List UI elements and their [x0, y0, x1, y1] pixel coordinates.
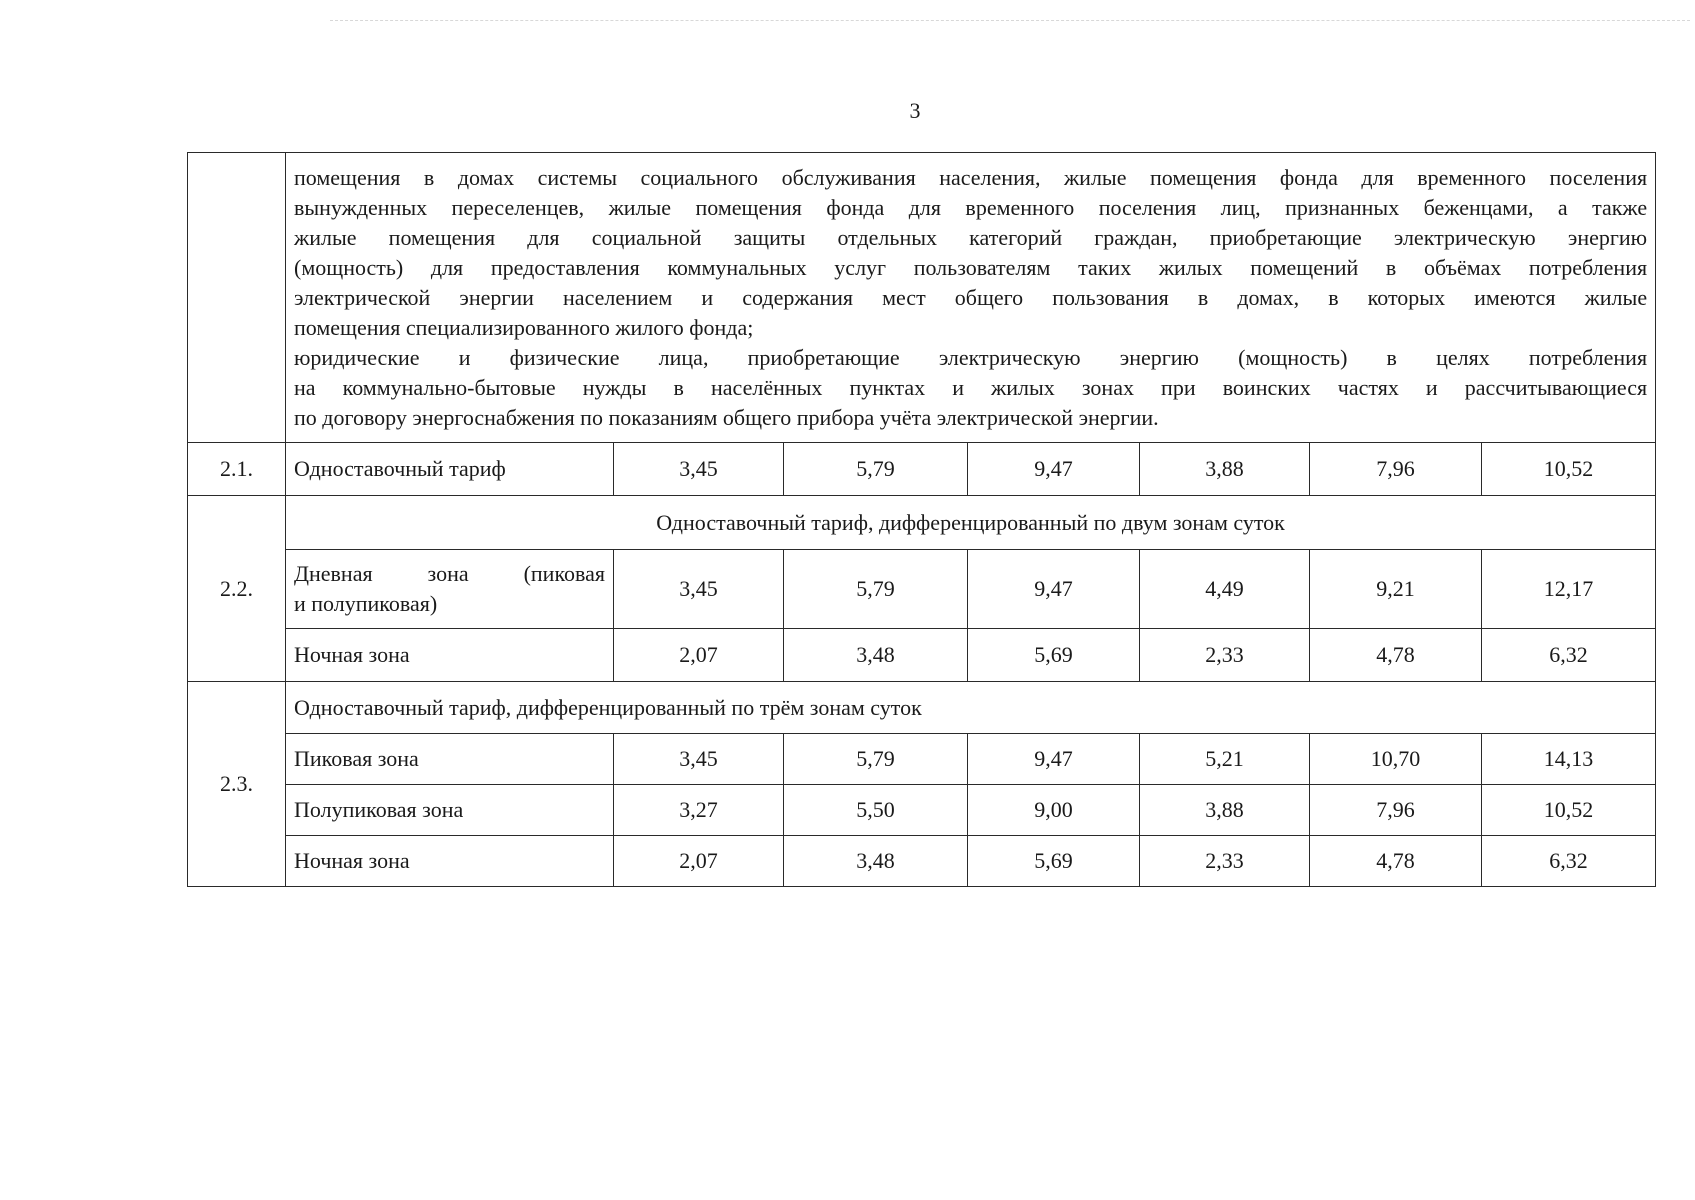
- page-number: 3: [909, 98, 921, 123]
- value-cell: 10,52: [1482, 785, 1656, 836]
- table-row-2-2-heading: [188, 496, 1656, 550]
- value-cell: 5,21: [1140, 734, 1310, 785]
- table-row-2-3-peak: [188, 734, 1656, 785]
- table-row-2-3-night: [188, 836, 1656, 887]
- value-cell: 3,45: [614, 550, 784, 629]
- value-cell: 12,17: [1482, 550, 1656, 629]
- row-label: Ночная зона: [286, 629, 614, 682]
- description-line: на коммунально-бытовые нужды в населённых пунктах и жилых зонах при воинских частях и рассчитывающиеся: [294, 374, 1648, 400]
- value-cell: 5,69: [968, 836, 1140, 887]
- row-label: Ночная зона: [286, 836, 614, 887]
- value-cell: 2,07: [614, 836, 784, 887]
- value-cell: 5,50: [784, 785, 968, 836]
- value-cell: 5,69: [968, 629, 1140, 682]
- table-row-description: [188, 153, 1656, 443]
- table-row-2-3-heading: [188, 682, 1656, 734]
- row-index: 2.1.: [188, 443, 286, 496]
- row-label-line: Дневная зона (пиковая: [294, 561, 605, 586]
- description-cell: [286, 153, 1656, 443]
- table-row-2-2-night: [188, 629, 1656, 682]
- value-cell: 3,45: [614, 443, 784, 496]
- value-cell: 9,00: [968, 785, 1140, 836]
- table-row-2-3-semipeak: [188, 785, 1656, 836]
- value-cell: 6,32: [1482, 836, 1656, 887]
- value-cell: 3,88: [1140, 785, 1310, 836]
- value-cell: 3,88: [1140, 443, 1310, 496]
- row-index: 2.2.: [188, 496, 286, 682]
- index-cell-empty: [188, 153, 286, 443]
- description-line: вынужденных переселенцев, жилые помещения фонда для временного поселения лиц, признанных беженцами, а также: [294, 194, 1648, 220]
- description-line: помещения специализированного жилого фонда;: [294, 314, 754, 340]
- tariff-table: [187, 152, 1656, 887]
- description-line: помещения в домах системы социального обслуживания населения, жилые помещения фонда для временного поселения: [294, 164, 1648, 190]
- value-cell: 7,96: [1310, 443, 1482, 496]
- value-cell: 9,47: [968, 550, 1140, 629]
- value-cell: 14,13: [1482, 734, 1656, 785]
- value-cell: 3,27: [614, 785, 784, 836]
- value-cell: 3,48: [784, 629, 968, 682]
- description-paragraph-1: [294, 163, 1647, 343]
- table-row-2-1: [188, 443, 1656, 496]
- row-label: Полупиковая зона: [286, 785, 614, 836]
- description-paragraph-2: [294, 343, 1647, 433]
- value-cell: 2,33: [1140, 836, 1310, 887]
- description-line: по договору энергоснабжения по показаниям общего прибора учёта электрической энергии.: [294, 404, 1159, 430]
- value-cell: 10,52: [1482, 443, 1656, 496]
- value-cell: 10,70: [1310, 734, 1482, 785]
- value-cell: 5,79: [784, 443, 968, 496]
- description-line: юридические и физические лица, приобретающие электрическую энергию (мощность) в целях потребления: [294, 344, 1648, 370]
- description-line: (мощность) для предоставления коммунальных услуг пользователям таких жилых помещений в объёмах потребления: [294, 254, 1648, 280]
- value-cell: 3,45: [614, 734, 784, 785]
- value-cell: 9,21: [1310, 550, 1482, 629]
- value-cell: 2,07: [614, 629, 784, 682]
- description-line: жилые помещения для социальной защиты отдельных категорий граждан, приобретающие электрическую энергию: [294, 224, 1648, 250]
- section-title: Одноставочный тариф, дифференцированный по двум зонам суток: [286, 496, 1656, 550]
- row-label: Одноставочный тариф: [286, 443, 614, 496]
- value-cell: 6,32: [1482, 629, 1656, 682]
- row-label-line: и полупиковая): [294, 591, 438, 616]
- value-cell: 5,79: [784, 734, 968, 785]
- row-index: 2.3.: [188, 682, 286, 887]
- value-cell: 2,33: [1140, 629, 1310, 682]
- table-row-2-2-day: [188, 550, 1656, 629]
- value-cell: 3,48: [784, 836, 968, 887]
- value-cell: 9,47: [968, 443, 1140, 496]
- value-cell: 4,78: [1310, 836, 1482, 887]
- section-title: Одноставочный тариф, дифференцированный по трём зонам суток: [286, 682, 1656, 734]
- value-cell: 7,96: [1310, 785, 1482, 836]
- value-cell: 5,79: [784, 550, 968, 629]
- value-cell: 4,78: [1310, 629, 1482, 682]
- value-cell: 9,47: [968, 734, 1140, 785]
- scan-artifact-line: [330, 20, 1690, 21]
- value-cell: 4,49: [1140, 550, 1310, 629]
- row-label: Пиковая зона: [286, 734, 614, 785]
- row-label: [286, 550, 614, 629]
- description-line: электрической энергии населением и содержания мест общего пользования в домах, в которых имеются жилые: [294, 284, 1648, 310]
